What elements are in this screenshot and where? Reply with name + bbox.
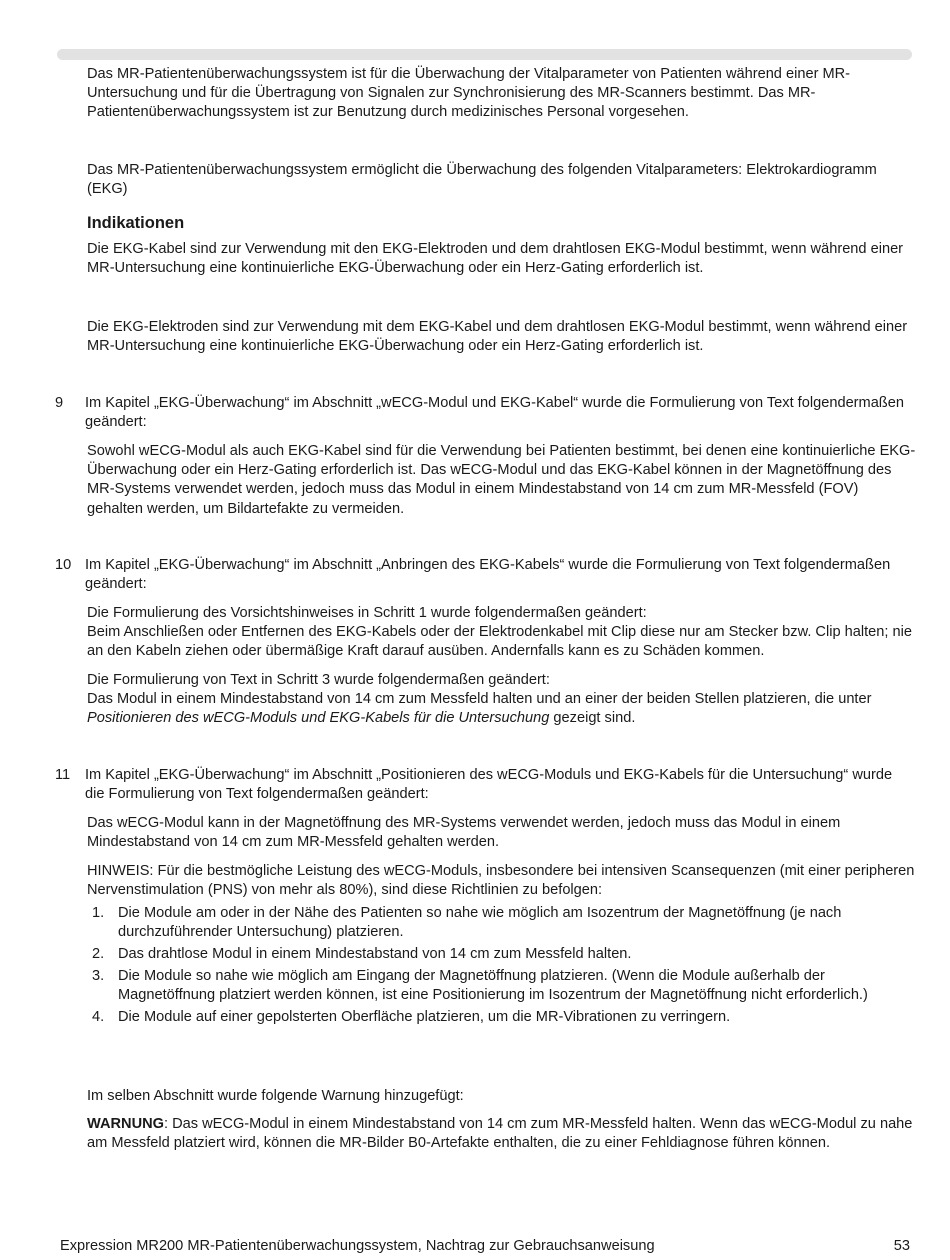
item-11-intro: Im Kapitel „EKG-Überwachung“ im Abschnitt „Positionieren des wECG-Moduls und EKG-Kabels für die Untersuchung“ wurde die Formulierung von Text folgendermaßen geändert:: [85, 767, 893, 803]
item-11-number: 11: [55, 767, 71, 783]
warning-label: WARNUNG: [87, 1116, 165, 1132]
list-item: 3. Die Module so nahe wie möglich am Eingang der Magnetöffnung platzieren. (Wenn die Module außerhalb der Magnetöffnung platziert werden können, ist eine Positionierung im Isozentrum der Magnetöffnung nicht erforderlich.): [92, 967, 868, 1003]
item-10-step3-body: Das Modul in einem Mindestabstand von 14 cm zum Messfeld halten und an einer der beiden Stellen platzieren, die unter Positionieren des wECG-Moduls und EKG-Kabels für die Untersuchung gezeigt sind.: [87, 691, 872, 727]
item-9-body: Sowohl wECG-Modul als auch EKG-Kabel sind für die Verwendung bei Patienten bestimmt, bei denen eine kontinuierliche EKG-Überwachung oder ein Herz-Gating erforderlich ist. Das wECG-Modul und das EKG-Kabel können in der Magnetöffnung des MR-Systems verwendet werden, jedoch muss das Modul in einem Mindestabstand von 14 cm zum MR-Messfeld (FOV) gehalten werden, um Bildartefakte zu vermeiden.: [87, 443, 916, 517]
item-10-step3-lead: Die Formulierung von Text in Schritt 3 wurde folgendermaßen geändert:: [87, 672, 550, 688]
item-10-intro: Im Kapitel „EKG-Überwachung“ im Abschnitt „Anbringen des EKG-Kabels“ wurde die Formulierung von Text folgendermaßen geändert:: [85, 557, 891, 593]
cross-reference: Positionieren des wECG-Moduls und EKG-Kabels für die Untersuchung: [87, 710, 550, 727]
item-10-caution: [87, 604, 917, 662]
item-9-number: 9: [55, 395, 64, 411]
guidelines-list: [87, 904, 917, 1029]
item-11-note: HINWEIS: Für die bestmögliche Leistung des wECG-Moduls, insbesondere bei intensiven Scansequenzen (mit einer peripheren Nervenstimulation (PNS) von mehr als 80%), sind diese Richtlinien zu befolgen:: [87, 863, 915, 899]
indications-heading: Indikationen: [87, 214, 185, 232]
item-10-caution-body: Beim Anschließen oder Entfernen des EKG-Kabels oder der Elektrodenkabel mit Clip diese nur am Stecker bzw. Clip halten; nie an den Kabeln ziehen oder übermäßige Kraft darauf ausüben. Andernfalls kann es zu Schäden kommen.: [87, 624, 912, 660]
item-10-number: 10: [55, 557, 72, 573]
item-10-step3: [87, 671, 917, 729]
page-number: 53: [893, 1238, 910, 1254]
indications-paragraph-2: Die EKG-Elektroden sind zur Verwendung mit dem EKG-Kabel und dem drahtlosen EKG-Modul bestimmt, wenn während einer MR-Untersuchung eine kontinuierliche EKG-Überwachung oder ein Herz-Gating erforderlich ist.: [87, 319, 908, 355]
warning-intro: Im selben Abschnitt wurde folgende Warnung hinzugefügt:: [87, 1088, 464, 1104]
warning-text: : Das wECG-Modul in einem Mindestabstand von 14 cm zum MR-Messfeld halten. Wenn das wECG-Modul zu nahe am Messfeld platziert wird, können die MR-Bilder B0-Artefakte enthalten, die zu einer Fehldiagnose führen können.: [87, 1116, 913, 1152]
warning-block: [87, 1115, 917, 1153]
list-item: 4. Die Module auf einer gepolsterten Oberfläche platzieren, um die MR-Vibrationen zu verringern.: [92, 1008, 731, 1025]
item-9-intro: Im Kapitel „EKG-Überwachung“ im Abschnitt „wECG-Modul und EKG-Kabel“ wurde die Formulierung von Text folgendermaßen geändert:: [85, 395, 904, 431]
list-item: 1. Die Module am oder in der Nähe des Patienten so nahe wie möglich am Isozentrum der Magnetöffnung (je nach durchzuführender Untersuchung) platzieren.: [92, 905, 842, 941]
footer-title: Expression MR200 MR-Patientenüberwachungssystem, Nachtrag zur Gebrauchsanweisung: [60, 1238, 655, 1254]
intro-paragraph-1: Das MR-Patientenüberwachungssystem ist für die Überwachung der Vitalparameter von Patienten während einer MR-Untersuchung und für die Übertragung von Signalen zur Synchronisierung des MR-Scanners bestimmt. Das MR-Patientenüberwachungssystem ist zur Benutzung durch medizinisches Personal vorgesehen.: [87, 66, 851, 121]
list-item: 2. Das drahtlose Modul in einem Mindestabstand von 14 cm zum Messfeld halten.: [92, 945, 632, 962]
indications-paragraph-1: Die EKG-Kabel sind zur Verwendung mit den EKG-Elektroden und dem drahtlosen EKG-Modul bestimmt, wenn während einer MR-Untersuchung eine kontinuierliche EKG-Überwachung oder ein Herz-Gating erforderlich ist.: [87, 241, 904, 277]
item-10-caution-lead: Die Formulierung des Vorsichtshinweises in Schritt 1 wurde folgendermaßen geändert:: [87, 605, 647, 621]
item-11-paragraph: Das wECG-Modul kann in der Magnetöffnung des MR-Systems verwendet werden, jedoch muss das Modul in einem Mindestabstand von 14 cm zum MR-Messfeld gehalten werden.: [87, 815, 841, 851]
intro-paragraph-2: Das MR-Patientenüberwachungssystem ermöglicht die Überwachung des folgenden Vitalparameters: Elektrokardiogramm (EKG): [87, 162, 877, 198]
header-bar: [57, 49, 912, 60]
